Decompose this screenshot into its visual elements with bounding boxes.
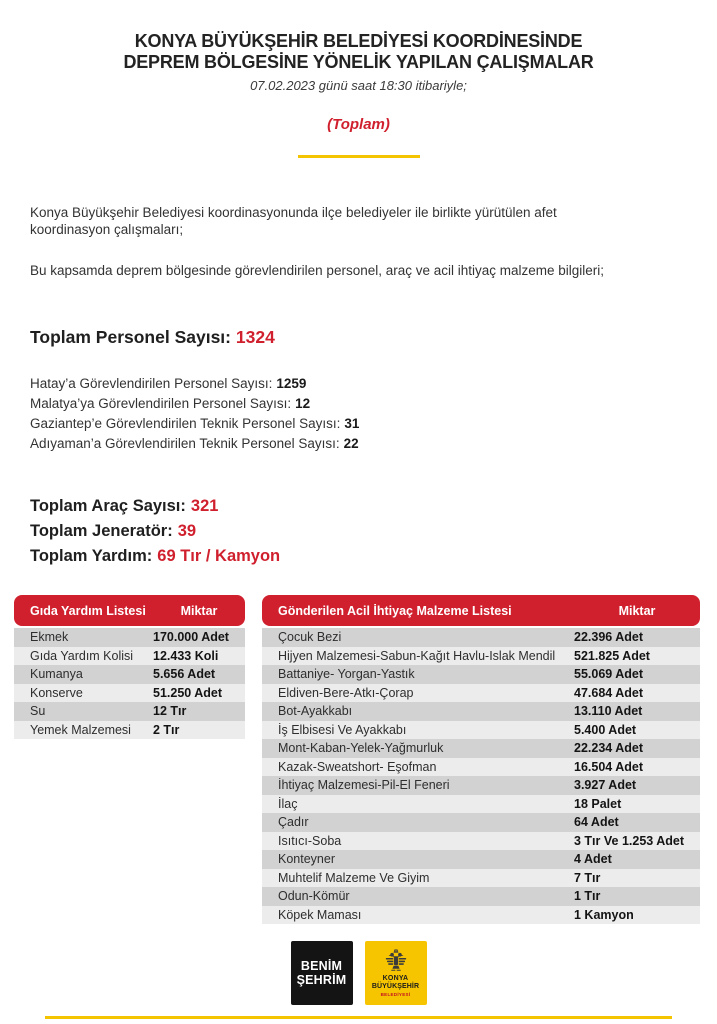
table-row: [14, 702, 245, 721]
total-aid-line: [30, 544, 687, 569]
report-timestamp: 07.02.2023 günü saat 18:30 itibariyle;: [250, 78, 467, 93]
page-title-line1: KONYA BÜYÜKŞEHİR BELEDİYESİ KOORDİNESİNDE: [134, 31, 583, 51]
table-row: [262, 758, 700, 777]
personnel-line: [30, 394, 687, 414]
total-vehicles-label: Toplam Araç Sayısı:: [30, 497, 186, 515]
intro-paragraph-1: Konya Büyükşehir Belediyesi koordinasyonunda ilçe belediyeler ile birlikte yürütülen afet koordinasyon çalışmaları;: [30, 205, 557, 237]
item-quantity: 22.396 Adet: [574, 630, 644, 645]
table-row: [262, 906, 700, 925]
item-quantity: 64 Adet: [574, 815, 619, 830]
konya-logo-line3: BELEDİYESİ: [380, 991, 411, 997]
table-row: [262, 850, 700, 869]
food-table-body: [14, 628, 245, 739]
table-row: [262, 869, 700, 888]
item-quantity: 1 Kamyon: [574, 907, 634, 922]
personnel-value: 12: [295, 396, 311, 411]
item-quantity: 22.234 Adet: [574, 741, 644, 756]
total-generators-value: 39: [177, 522, 197, 540]
table-row: [262, 739, 700, 758]
table-row: [14, 647, 245, 666]
item-label: Çocuk Bezi: [278, 630, 342, 645]
konya-logo-line2: BÜYÜKŞEHİR: [371, 982, 420, 990]
total-generators-label: Toplam Jeneratör:: [30, 522, 173, 540]
item-quantity: 4 Adet: [574, 852, 612, 867]
total-aid-label: Toplam Yardım:: [30, 547, 153, 565]
benim-sehrim-logo-line1: BENİM: [300, 959, 343, 973]
food-table-quantity-header: Miktar: [180, 603, 218, 618]
item-label: Bot-Ayakkabı: [278, 704, 353, 719]
personnel-value: 1259: [276, 376, 307, 391]
aid-tables: [14, 595, 703, 924]
table-row: [14, 721, 245, 740]
table-row: [262, 721, 700, 740]
total-aid-value: 69 Tır / Kamyon: [157, 547, 281, 565]
table-row: [14, 628, 245, 647]
item-quantity: 51.250 Adet: [153, 685, 223, 700]
personnel-label: Malatya’ya Görevlendirilen Personel Sayısı:: [30, 396, 292, 411]
item-label: Hijyen Malzemesi-Sabun-Kağıt Havlu-Islak Mendil: [278, 648, 556, 663]
personnel-label: Hatay’a Görevlendirilen Personel Sayısı:: [30, 376, 273, 391]
emergency-supplies-table: [262, 595, 700, 924]
item-label: Kazak-Sweatshort- Eşofman: [278, 759, 437, 774]
intro-paragraph-2: Bu kapsamda deprem bölgesinde görevlendirilen personel, araç ve acil ihtiyaç malzeme bilgileri;: [30, 263, 605, 278]
item-label: Ekmek: [30, 630, 69, 645]
item-label: Mont-Kaban-Yelek-Yağmurluk: [278, 741, 444, 756]
benim-sehrim-logo-line2: ŞEHRİM: [296, 973, 347, 987]
supplies-table-quantity-header: Miktar: [618, 603, 656, 618]
item-label: Konserve: [30, 685, 83, 700]
personnel-label: Gaziantep’e Görevlendirilen Teknik Personel Sayısı:: [30, 416, 341, 431]
konya-municipality-logo: [365, 941, 427, 1005]
personnel-value: 22: [343, 436, 359, 451]
footer-logos: [0, 941, 717, 1005]
table-row: [262, 776, 700, 795]
personnel-line: [30, 414, 687, 434]
item-label: Muhtelif Malzeme Ve Giyim: [278, 870, 430, 885]
page-title: [0, 0, 717, 73]
personnel-line: [30, 374, 687, 394]
item-quantity: 170.000 Adet: [153, 630, 229, 645]
supplies-table-header: [262, 595, 700, 626]
personnel-label: Adıyaman’a Görevlendirilen Teknik Personel Sayısı:: [30, 436, 340, 451]
item-quantity: 2 Tır: [153, 722, 180, 737]
personnel-total-heading: [30, 327, 687, 348]
item-quantity: 5.656 Adet: [153, 667, 216, 682]
item-quantity: 3.927 Adet: [574, 778, 637, 793]
scope-label: (Toplam): [327, 116, 390, 133]
food-table-header: [14, 595, 245, 626]
item-quantity: 16.504 Adet: [574, 759, 644, 774]
personnel-line: [30, 434, 687, 454]
item-quantity: 12.433 Koli: [153, 648, 219, 663]
table-row: [14, 665, 245, 684]
food-aid-table: [14, 595, 245, 739]
item-quantity: 521.825 Adet: [574, 648, 650, 663]
table-row: [262, 628, 700, 647]
table-row: [262, 813, 700, 832]
table-row: [262, 795, 700, 814]
item-label: Köpek Maması: [278, 907, 362, 922]
bottom-yellow-rule: [45, 1016, 672, 1019]
double-headed-eagle-icon: [383, 949, 409, 973]
item-label: Yemek Malzemesi: [30, 722, 131, 737]
personnel-value: 31: [344, 416, 360, 431]
total-vehicles-line: [30, 494, 687, 519]
item-label: İhtiyaç Malzemesi-Pil-El Feneri: [278, 778, 450, 793]
totals-section: [30, 494, 687, 569]
benim-sehrim-logo: [291, 941, 353, 1005]
table-row: [262, 665, 700, 684]
item-quantity: 5.400 Adet: [574, 722, 637, 737]
item-quantity: 18 Palet: [574, 796, 622, 811]
item-label: Odun-Kömür: [278, 889, 350, 904]
konya-logo-line1: KONYA: [382, 974, 409, 982]
page-title-line2: DEPREM BÖLGESİNE YÖNELİK YAPILAN ÇALIŞMALAR: [123, 52, 594, 72]
item-label: Çadır: [278, 815, 309, 830]
item-quantity: 12 Tır: [153, 704, 187, 719]
table-row: [262, 702, 700, 721]
item-label: İlaç: [278, 796, 298, 811]
item-label: Gıda Yardım Kolisi: [30, 648, 134, 663]
item-quantity: 47.684 Adet: [574, 685, 644, 700]
food-table-title: Gıda Yardım Listesi: [30, 603, 146, 618]
intro-section: [30, 204, 687, 279]
yellow-divider: [298, 155, 420, 158]
personnel-list: [30, 374, 687, 454]
item-quantity: 1 Tır: [574, 889, 601, 904]
item-label: Kumanya: [30, 667, 83, 682]
table-row: [262, 647, 700, 666]
total-vehicles-value: 321: [190, 497, 219, 515]
supplies-table-body: [262, 628, 700, 924]
item-label: Konteyner: [278, 852, 335, 867]
personnel-total-value: 1324: [235, 327, 275, 347]
item-quantity: 7 Tır: [574, 870, 601, 885]
table-row: [262, 832, 700, 851]
item-label: Isıtıcı-Soba: [278, 833, 342, 848]
table-row: [14, 684, 245, 703]
personnel-total-label: Toplam Personel Sayısı:: [30, 327, 231, 347]
supplies-table-title: Gönderilen Acil İhtiyaç Malzeme Listesi: [278, 603, 512, 618]
item-label: İş Elbisesi Ve Ayakkabı: [278, 722, 407, 737]
item-quantity: 3 Tır Ve 1.253 Adet: [574, 833, 685, 848]
item-label: Battaniye- Yorgan-Yastık: [278, 667, 415, 682]
total-generators-line: [30, 519, 687, 544]
table-row: [262, 684, 700, 703]
table-row: [262, 887, 700, 906]
item-label: Eldiven-Bere-Atkı-Çorap: [278, 685, 414, 700]
item-quantity: 13.110 Adet: [574, 704, 643, 719]
item-label: Su: [30, 704, 46, 719]
item-quantity: 55.069 Adet: [574, 667, 644, 682]
